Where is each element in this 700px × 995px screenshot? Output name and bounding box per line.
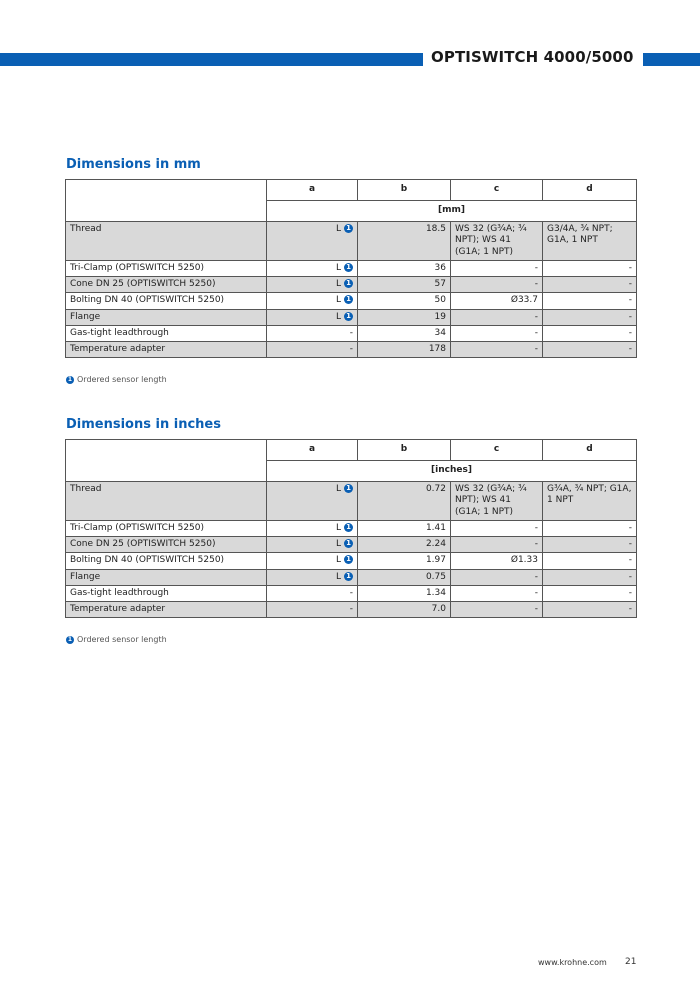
dimensions-mm-table (65, 179, 637, 358)
cell-a (267, 277, 358, 293)
cell-c: Ø1.33 (451, 553, 543, 569)
cell-d: - (543, 342, 637, 358)
cell-b: 0.72 (358, 482, 451, 521)
cell-d: - (543, 260, 637, 276)
cell-a-value: L (335, 522, 341, 533)
cell-a (267, 482, 358, 521)
cell-d: - (543, 277, 637, 293)
cell-a (267, 293, 358, 309)
footnote-marker-icon: 1 (344, 555, 353, 564)
cell-d: - (543, 585, 637, 601)
cell-a-value: L (335, 295, 341, 306)
table-row (66, 520, 637, 536)
cell-b: 178 (358, 342, 451, 358)
header-bar-left (0, 53, 423, 66)
footnote-text: Ordered sensor length (77, 375, 167, 384)
column-header-b: b (358, 180, 451, 201)
cell-a (267, 342, 358, 358)
cell-a (267, 520, 358, 536)
cell-b: 36 (358, 260, 451, 276)
cell-d: - (543, 293, 637, 309)
table-row (66, 260, 637, 276)
table-row (66, 585, 637, 601)
cell-a (267, 602, 358, 618)
document-title: OPTISWITCH 4000/5000 (431, 48, 634, 66)
footer-url: www.krohne.com (538, 958, 607, 967)
cell-a-value: - (349, 344, 353, 354)
cell-b: 1.34 (358, 585, 451, 601)
cell-b: 19 (358, 309, 451, 325)
column-header-c: c (451, 180, 543, 201)
cell-b: 18.5 (358, 222, 451, 261)
table-row (66, 569, 637, 585)
cell-a-value: L (335, 555, 341, 566)
table-row (66, 553, 637, 569)
cell-c: WS 32 (G¾A; ¾ NPT); WS 41 (G1A; 1 NPT) (451, 222, 543, 261)
row-label: Flange (66, 309, 267, 325)
row-label: Gas-tight leadthrough (66, 325, 267, 341)
table-row (66, 342, 637, 358)
footnote-text: Ordered sensor length (77, 635, 167, 644)
cell-d: - (543, 602, 637, 618)
table-row (66, 325, 637, 341)
cell-a-value: - (349, 327, 353, 338)
column-header-d: d (543, 180, 637, 201)
cell-a-value: L (335, 571, 341, 582)
row-label: Bolting DN 40 (OPTISWITCH 5250) (66, 553, 267, 569)
cell-d: - (543, 553, 637, 569)
row-label: Cone DN 25 (OPTISWITCH 5250) (66, 277, 267, 293)
cell-c: - (451, 325, 543, 341)
cell-b: 1.41 (358, 520, 451, 536)
table-row (66, 482, 637, 521)
section-title-inches: Dimensions in inches (66, 417, 221, 432)
footnote-marker-icon: 1 (344, 312, 353, 321)
row-label: Tri-Clamp (OPTISWITCH 5250) (66, 260, 267, 276)
cell-b: 34 (358, 325, 451, 341)
row-label: Gas-tight leadthrough (66, 585, 267, 601)
footnote-inches (66, 635, 167, 644)
cell-c: WS 32 (G¾A; ¾ NPT); WS 41 (G1A; 1 NPT) (451, 482, 543, 521)
row-label: Thread (66, 482, 267, 521)
row-label: Temperature adapter (66, 602, 267, 618)
cell-b: 7.0 (358, 602, 451, 618)
row-label: Thread (66, 222, 267, 261)
dimensions-inches-table (65, 439, 637, 618)
table-row (66, 602, 637, 618)
cell-c: - (451, 342, 543, 358)
table-corner (66, 180, 267, 222)
cell-c: - (451, 260, 543, 276)
cell-d: - (543, 520, 637, 536)
cell-c: - (451, 309, 543, 325)
cell-a-value: L (335, 484, 341, 494)
cell-d: - (543, 309, 637, 325)
cell-a (267, 569, 358, 585)
row-label: Bolting DN 40 (OPTISWITCH 5250) (66, 293, 267, 309)
table-corner (66, 440, 267, 482)
cell-b: 50 (358, 293, 451, 309)
cell-d: - (543, 537, 637, 553)
column-header-a: a (267, 180, 358, 201)
cell-a (267, 222, 358, 261)
cell-c: - (451, 277, 543, 293)
page-number: 21 (625, 957, 637, 967)
cell-a-value: L (335, 262, 341, 273)
footnote-marker-icon: 1 (67, 375, 73, 383)
cell-a-value: L (335, 539, 341, 549)
cell-a-value: L (335, 279, 341, 289)
cell-a-value: L (335, 224, 341, 234)
table-row (66, 309, 637, 325)
cell-a (267, 309, 358, 325)
cell-a (267, 537, 358, 553)
footnote-marker-icon: 1 (67, 635, 73, 643)
cell-a (267, 260, 358, 276)
cell-a (267, 325, 358, 341)
cell-c: - (451, 602, 543, 618)
unit-row: [mm] (267, 201, 637, 222)
cell-d: G3/4A, ¾ NPT; G1A, 1 NPT (543, 222, 637, 261)
table-row (66, 222, 637, 261)
cell-d: G¾A, ¾ NPT; G1A, 1 NPT (543, 482, 637, 521)
footnote-marker-icon: 1 (344, 572, 353, 581)
row-label: Tri-Clamp (OPTISWITCH 5250) (66, 520, 267, 536)
cell-b: 0.75 (358, 569, 451, 585)
table-row (66, 277, 637, 293)
cell-a (267, 585, 358, 601)
footnote-marker-icon: 1 (344, 279, 353, 288)
cell-b: 57 (358, 277, 451, 293)
column-header-a: a (267, 440, 358, 461)
cell-c: - (451, 569, 543, 585)
cell-a-value: L (335, 311, 341, 322)
column-header-c: c (451, 440, 543, 461)
cell-d: - (543, 325, 637, 341)
column-header-d: d (543, 440, 637, 461)
header-bar-right (643, 53, 700, 66)
cell-b: 2.24 (358, 537, 451, 553)
footnote-mm (66, 375, 167, 384)
footnote-marker-icon: 1 (344, 523, 353, 532)
column-header-b: b (358, 440, 451, 461)
footnote-marker-icon: 1 (344, 295, 353, 304)
cell-a-value: - (349, 604, 353, 614)
row-label: Flange (66, 569, 267, 585)
table-row (66, 293, 637, 309)
cell-d: - (543, 569, 637, 585)
cell-c: - (451, 537, 543, 553)
row-label: Cone DN 25 (OPTISWITCH 5250) (66, 537, 267, 553)
section-title-mm: Dimensions in mm (66, 157, 201, 172)
row-label: Temperature adapter (66, 342, 267, 358)
footnote-marker-icon: 1 (344, 263, 353, 272)
cell-a (267, 553, 358, 569)
footnote-marker-icon: 1 (344, 539, 353, 548)
cell-c: - (451, 520, 543, 536)
cell-c: - (451, 585, 543, 601)
table-row (66, 537, 637, 553)
cell-c: Ø33.7 (451, 293, 543, 309)
footnote-marker-icon: 1 (344, 484, 353, 493)
cell-b: 1.97 (358, 553, 451, 569)
cell-a-value: - (349, 587, 353, 598)
footnote-marker-icon: 1 (344, 224, 353, 233)
unit-row: [inches] (267, 461, 637, 482)
